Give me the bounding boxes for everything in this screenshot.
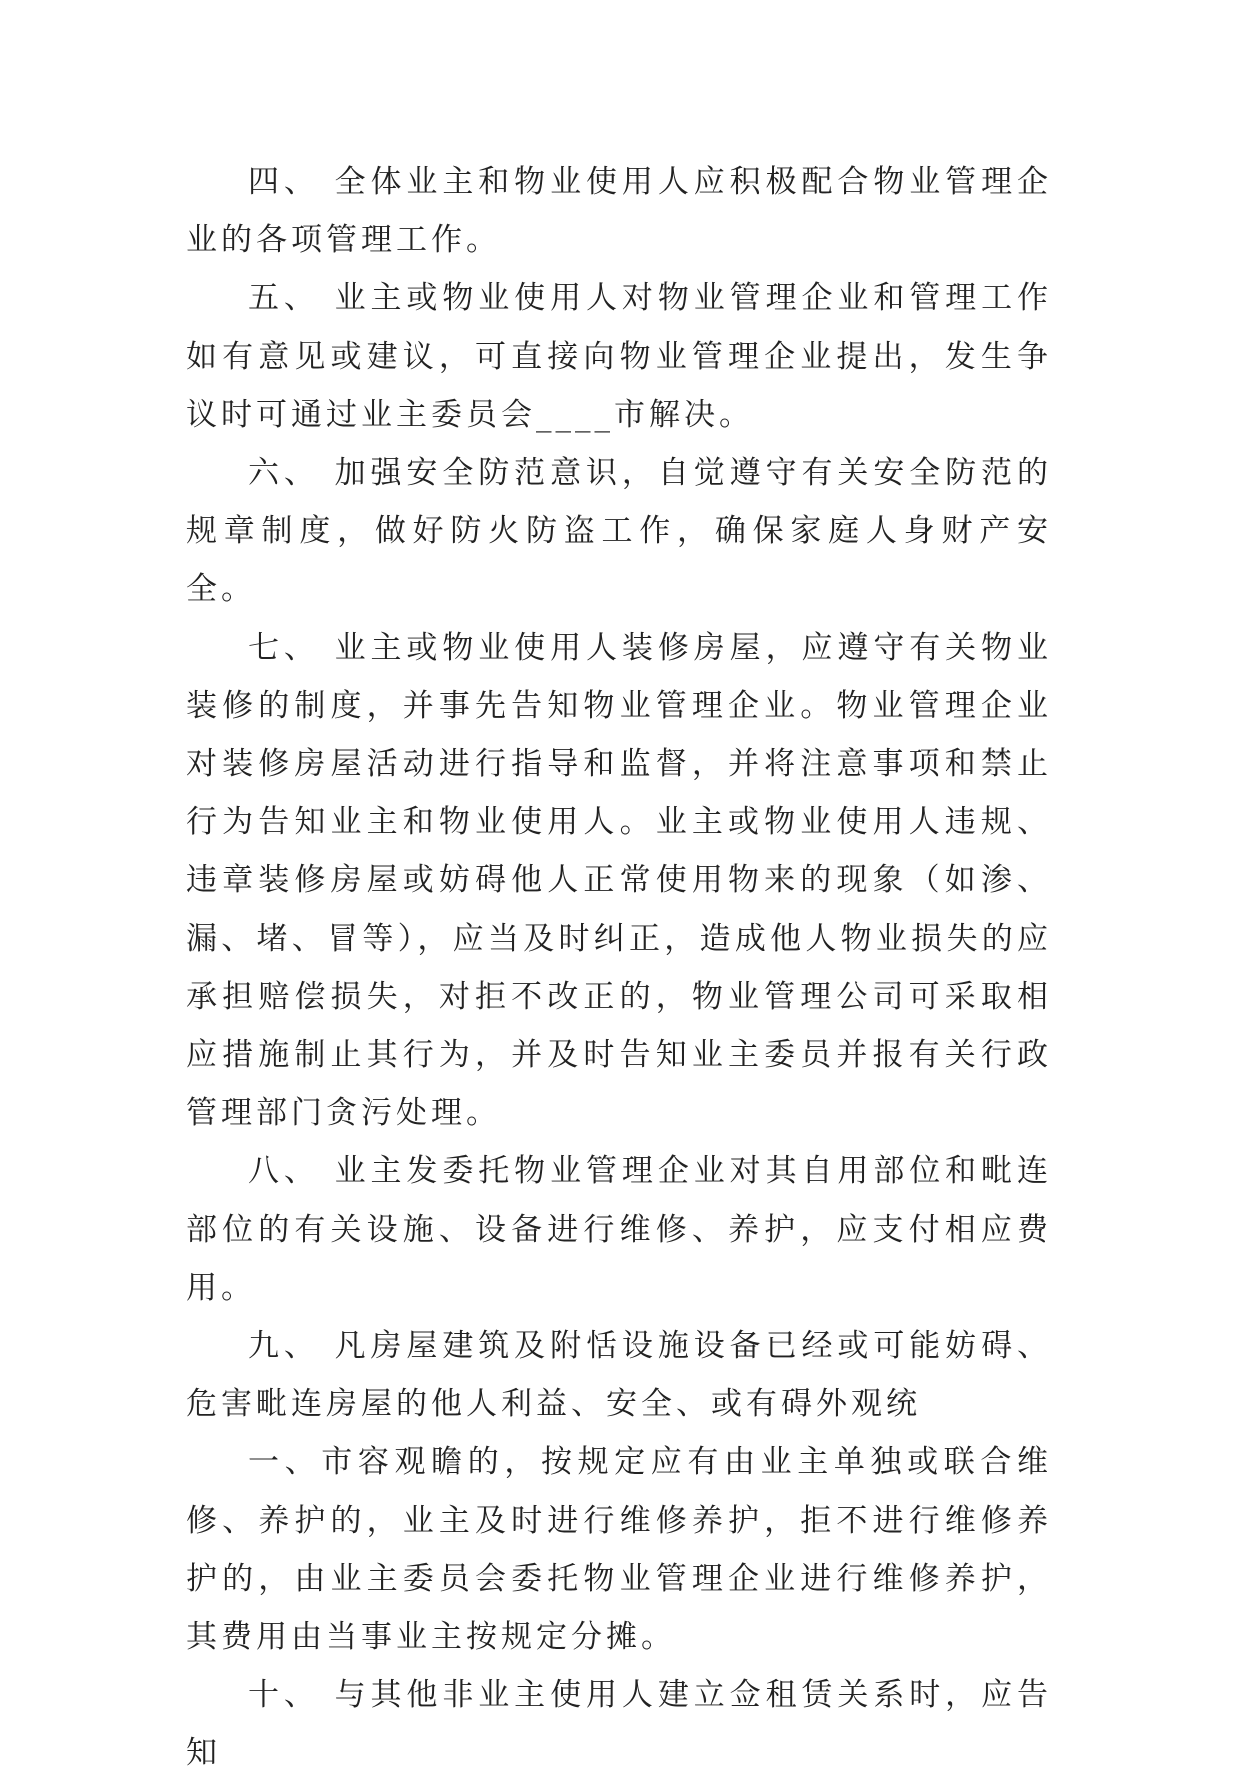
paragraph-10: 十、 与其他非业主使用人建立佥租赁关系时，应告知 [186, 1677, 1052, 1772]
paragraph-6: 六、 加强安全防范意识，自觉遵守有关安全防范的规章制度，做好防火防盗工作，确保家庭人身财产安全。 [186, 455, 1052, 608]
paragraph-9: 九、 凡房屋建筑及附恬设施设备已经或可能妨碍、危害毗连房屋的他人利益、安全、或有碍外观统 [186, 1328, 1052, 1423]
paragraph-8: 八、 业主发委托物业管理企业对其自用部位和毗连部位的有关设施、设备进行维修、养护，应支付相应费用。 [186, 1153, 1052, 1306]
paragraph-9-continued: 一、市容观瞻的，按规定应有由业主单独或联合维修、养护的，业主及时进行维修养护，拒不进行维修养护的，由业主委员会委托物业管理企业进行维修养护，其费用由当事业主按规定分摊。 [186, 1444, 1052, 1656]
paragraph-7: 七、 业主或物业使用人装修房屋，应遵守有关物业装修的制度，并事先告知物业管理企业。物业管理企业对装修房屋活动进行指导和监督，并将注意事项和禁止行为告知业主和物业使用人。业主或物业使用人违规、违章装修房屋或妨碍他人正常使用物来的现象（如渗、漏、堵、冒等），应当及时纠正，造成他人物业损失的应承担赔偿损失，对拒不改正的，物业管理公司可采取相应措施制止其行为，并及时告知业主委员并报有关行政管理部门贪污处理。 [186, 629, 1052, 1132]
document-body [186, 153, 1052, 1783]
paragraph-5: 五、 业主或物业使用人对物业管理企业和管理工作如有意见或建议，可直接向物业管理企业提出，发生争议时可通过业主委员会____市解决。 [186, 280, 1052, 433]
paragraph-4: 四、 全体业主和物业使用人应积极配合物业管理企业的各项管理工作。 [186, 164, 1052, 259]
